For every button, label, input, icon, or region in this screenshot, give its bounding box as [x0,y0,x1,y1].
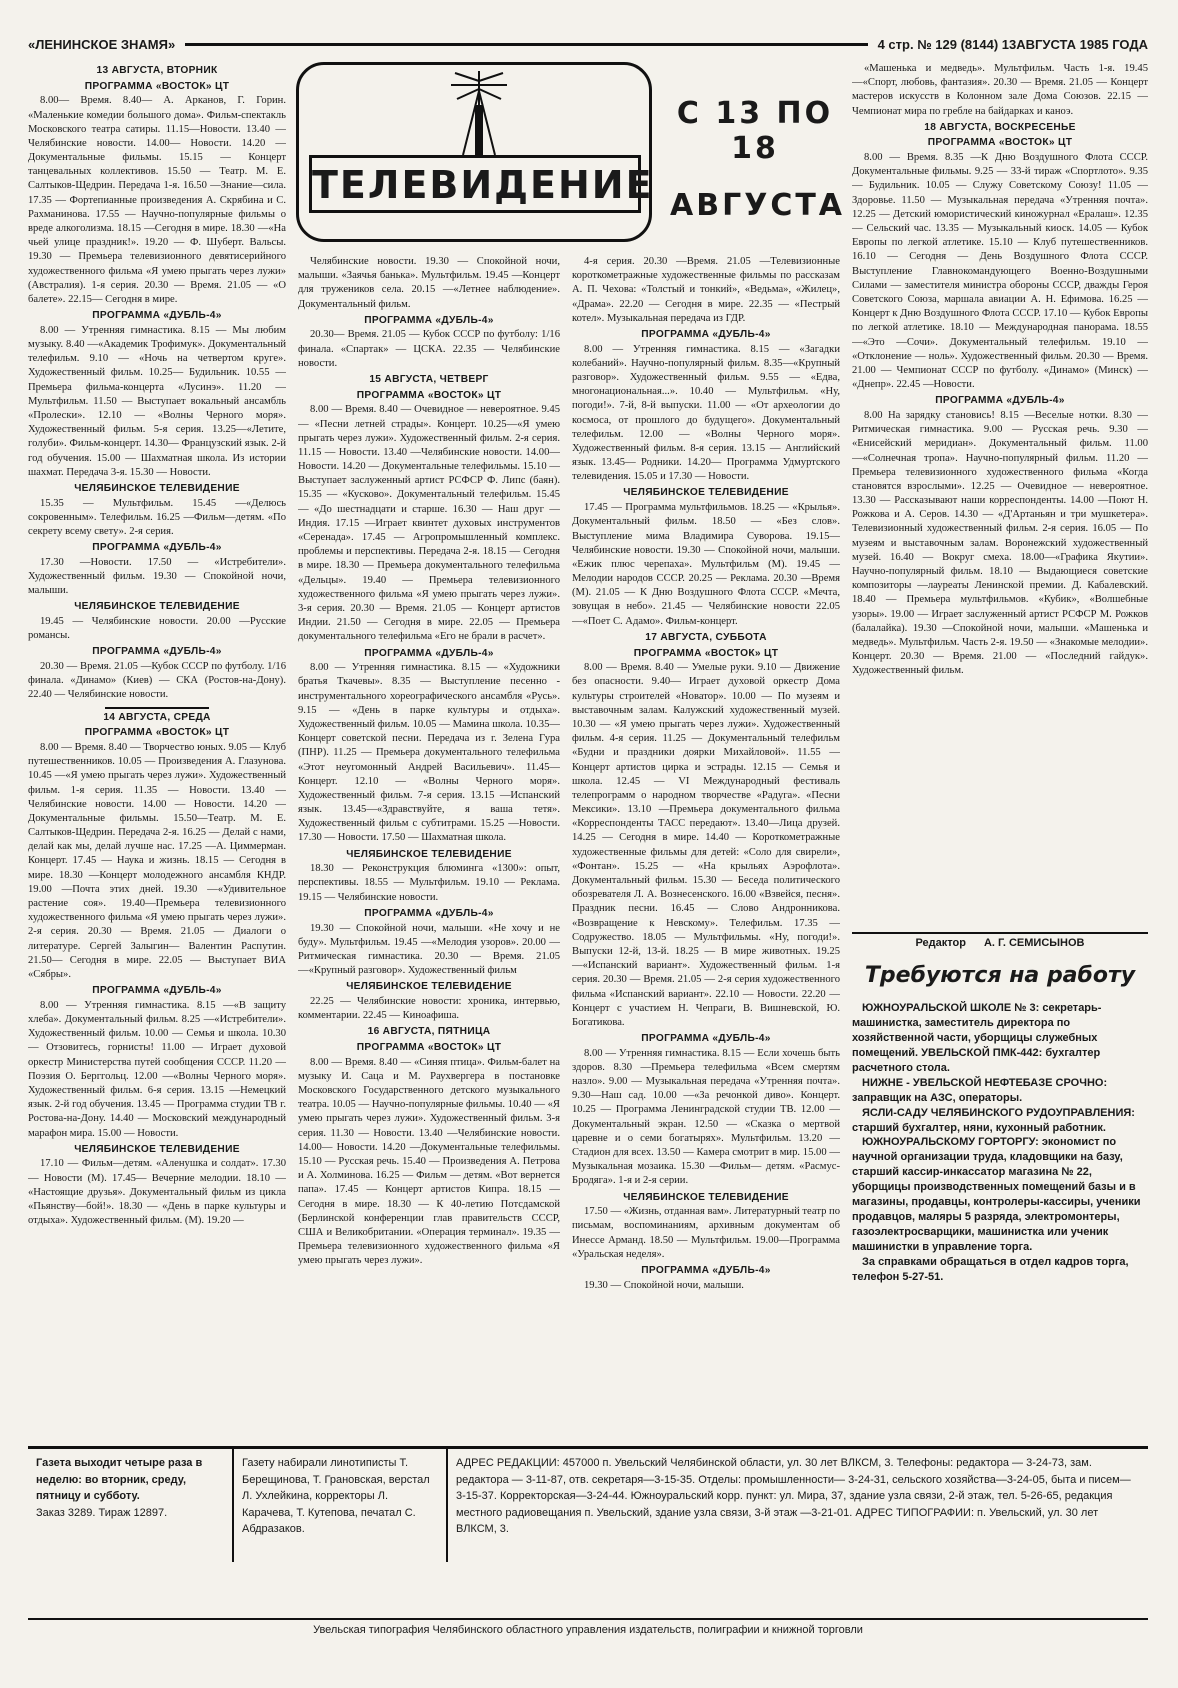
masthead-rule [185,43,867,46]
day-heading: 18 АВГУСТА, ВОСКРЕСЕНЬЕ [924,121,1076,133]
schedule-text: 17.30 —Новости. 17.50 — «Истребители». Художественный фильм. 19.30 — Спокойной ночи, малыши. [28,556,286,597]
schedule-text: 8.00 — Время. 8.40 — «Синяя птица». Фильм-балет на музыку И. Саца и М. Раухвергера в постановке Московского Государственного детского музыкального театра. 10.05 — Научно-популярные фильмы. 10.40 — «Я умею прыгать через лужи». Художественный фильм. 3-я серия. 11.30 — Новости. 13.40 —Челябинские новости. 14.00— Новости. 14.20 —Документальные телефильмы. 15.10 — Русская речь. 15.40 — Произведения А. Петрова и А. Холминова. 16.25 — Фильм — детям. «Вот вернется папа». 17.45 — Концерт артистов Кипра. 18.15 — Сегодня в мире. 18.30 — К 40-летию Потсдамской (Берлинской конференции глав правительств СССР, США и Великобритании. «Операция терминал». 19.35 — Премьера телевизионного художественного фильма «Я умею прыгать через лужи». [298,1056,560,1267]
channel-heading: ПРОГРАММА «ВОСТОК» ЦТ [927,137,1073,149]
channel-heading: ПРОГРАММА «ВОСТОК» ЦТ [84,727,230,739]
tv-banner [290,60,846,248]
channel-heading: ПРОГРАММА «ДУБЛЬ-4» [92,542,222,554]
day-heading: 14 АВГУСТА, СРЕДА [103,711,211,723]
channel-heading: ПРОГРАММА «ДУБЛЬ-4» [92,646,222,658]
day-heading: 15 АВГУСТА, ЧЕТВЕРГ [369,373,489,385]
channel-heading: ПРОГРАММА «ДУБЛЬ-4» [364,314,494,326]
editor-name: А. Г. СЕМИСЫНОВ [983,937,1085,949]
schedule-column-3 [572,255,840,1467]
channel-heading: ЧЕЛЯБИНСКОЕ ТЕЛЕВИДЕНИЕ [346,981,512,993]
channel-heading: ПРОГРАММА «ВОСТОК» ЦТ [356,1042,502,1053]
schedule-text: 17.10 — Фильм—детям. «Аленушка и солдат». 17.30 — Новости (М). 17.45— Вечерние мелодии. 18.10 — «Настоящие друзья». Документальный фильм из цикла «Пьянству—бой!». 18.30 — «День в парке культуры и отдыха». Художественный фильм. (М). 19.20 — [28,1158,286,1227]
schedule-text: 8.00 — Время. 8.40 — Творчество юных. 9.05 — Клуб путешественников. 10.05 — Произведения А. Глазунова. 10.45 —«Я умею прыгать через лужи». Художественный фильм. 1-я серия. 11.35 — Новости. 13.40 — Челябинские новости. 14.00 — Новости. 14.20 —Документальные фильмы. 15.50—Театр. М. Е. Салтыков-Щедрин. Передача 2-я. 16.25 — Делай с нами, делай как мы, делай лучше нас. 17.25 —А. Циммерман. Концерт. 17.45 — Наука и жизнь. 18.15 — Сегодня в мире. 18.30 —Концерт молодежного ансамбля КНДР. 19.00 —Почта этих дней. 19.30 —«Удивительное растение соя». 19.40—Премьера телевизионного художественного фильма «Я умею прыгать через лужи». 2-я серия. 20.30 — Время. 21.05 — Диалоги о литературе. Сергей Залыгин— Валентин Распутин. 21.50— Сегодня в мире. 22.05 — Выступает ВИА «Сябры». [28,741,286,980]
tv-title: ТЕЛЕВИДЕНИЕ [309,155,641,213]
imprint: Увельская типография Челябинского областного управления издательств, полиграфии и книжной торговли [28,1618,1148,1636]
channel-heading: ЧЕЛЯБИНСКОЕ ТЕЛЕВИДЕНИЕ [74,482,240,494]
schedule-text: 8.00 — Утренняя гимнастика. 8.15 — Если хочешь быть здоров. 8.30 —Премьера телефильма «Всем смертям назло». 9.00 — Музыкальная передача «Утренняя почта». 9.30—Наш сад. 10.00 —«За речонкой диво». Концерт. 10.25 — Программа Ленинградской студии ТВ. 12.00 — Документальный экран. 12.50 — «Сказка о мертвой царевне и о семи богатырях». Мультфильм. 13.20 — Стадион для всех. 13.50 — Камера смотрит в мир. 15.00 — Музыкальная мозаика. 15.30 —Фильм— детям. «Расмус-Бродяга». 1-я и 2-я серии. [572,1047,840,1187]
schedule-text: 17.50 — «Жизнь, отданная вам». Литературный театр по письмам, воспоминаниям, архивным документам об Инессе Арманд. 18.50 — Мультфильм. 19.00—Программа «Уральская неделя». [572,1206,840,1260]
schedule-text: «Машенька и медведь». Мультфильм. Часть 1-я. 19.45—«Спорт, любовь, фантазия». 20.30 — Время. 21.05 — Концерт мастеров искусств в Колонном зале Дома Союзов. 22.15 — Чемпионат мира по гребле на байдарках и каноэ. [852,63,1148,117]
dates-block [670,96,846,223]
channel-heading: ПРОГРАММА «ВОСТОК» ЦТ [633,647,779,659]
channel-heading: ПРОГРАММА «ВОСТОК» ЦТ [356,389,502,401]
footer-address: АДРЕС РЕДАКЦИИ: 457000 п. Увельский Челябинской области, ул. 30 лет ВЛКСМ, 3. Телефоны: редактора — 3-24-73, зам. редактора — 3-11-87, отв. секретаря—3-15-35. Отделы: промышленности— 3-24-31, сельского хозяйства—3-24-05, быта и писем—3-15-37. Корректорская—3-24-44. Южноуральский корр. пункт: ул. Мира, 37, здание узла связи, 2-й этаж, тел. 5-26-65, редакция местного радиовещания п. Увельский, здание узла связи, 3-й этаж —3-21-01. АДРЕС ТИПОГРАФИИ: п. Увельский, ул. 30 лет ВЛКСМ, 3. [456,1457,1131,1535]
footer-schedule-box [28,1449,234,1562]
paper-name: «ЛЕНИНСКОЕ ЗНАМЯ» [28,37,176,52]
schedule-column-2 [298,255,560,1467]
schedule-column-4 [852,62,1148,932]
schedule-text: Челябинские новости. 19.30 — Спокойной ночи, малыши. «Заячья банька». Мультфильм. 19.45 —Концерт для тружеников села. 20.15 —«Летнее наблюдение». Документальный фильм. [298,256,560,310]
editor-label: Редактор [915,937,966,949]
channel-heading: ЧЕЛЯБИНСКОЕ ТЕЛЕВИДЕНИЕ [346,848,512,860]
masthead [28,30,1148,52]
schedule-text: 19.30 — Спокойной ночи, малыши. [584,1279,744,1291]
schedule-text: 8.00— Время. 8.40— А. Арканов, Г. Горин. «Маленькие комедии большого дома». Фильм-спектакль Московского театра сатиры. 11.15—Новости. 13.40 — Челябинские новости. 14.00— Новости. 14.20 — Документальные фильмы. 15.15 — Концерт танцевальных коллективов. 15.50 — Театр. М. Е. Салтыков-Щедрин. Передача 1-я. 16.50 —Знание—сила. 17.35 — Фортепианные произведения А. Скрябина и С. Рахманинова. 17.55 — Научно-популярные фильмы о вреде алкоголизма. 18.15 —Сегодня в мире. 18.30 —«На чьей улице праздник!». 19.20 — Ф. Шуберт. Вальсы. 19.30 — Премьера телевизионного девятисерийного художественного фильма «Я умею прыгать через лужи» (Австралия). 1-я серия. 20.30 — Время. 21.05 — «О балете». 22.15— Сегодня в мире. [28,95,286,305]
channel-heading: ЧЕЛЯБИНСКОЕ ТЕЛЕВИДЕНИЕ [74,601,240,613]
schedule-text: 8.00 — Утренняя гимнастика. 8.15 — Мы любим музыку. 8.40 —«Академик Трофимук». Документальный телефильм. 9.10 — «Ночь на четвертом круге». Художественный фильм. 10.25— Будильник. 10.55 — Премьера фильма-концерта «Лусинэ». 11.20 —Мультфильм. 11.50 — Выступает вокальный ансамбль «Пролески». 12.10 — «Волны Черного моря». Художественный фильм. 5-я серия. 13.25—«Летите, голуби». Фильм-концерт. 14.30— Французский язык. 2-й год обучения. 15.00 — Шахматная школа. Из истории шахмат. Передача 3-я. 15.30 — Новости. [28,324,286,478]
section-divider [105,707,208,709]
issue-info: 4 стр. № 129 (8144) 13АВГУСТА 1985 ГОДА [877,37,1148,52]
jobs-item: ЮЖНОУРАЛЬСКОЙ ШКОЛЕ № 3: секретарь-машинистка, заместитель директора по хозяйственной части, уборщицы служебных помещений. УВЕЛЬСКОЙ ПМК-442: бухгалтер расчетного стола. [852,1001,1102,1074]
dates-month: АВГУСТА [670,188,846,223]
schedule-text: 8.00 — Время. 8.35 —К Дню Воздушного Флота СССР. Документальные фильмы. 9.25 — 33-й тираж «Спортлото». 9.35 — Будильник. 10.05 — Служу Советскому Союзу! 11.05 — Здоровье. 11.50 — Музыкальная передача «Утренняя почта». 12.25 — Детский юмористический киножурнал «Ералаш». 12.35 — Сельский час. 13.35 — Музыкальный киоск. 14.05 — Кубок Европы по легкой атлетике. 15.10 — Клуб путешественников. 16.10 — Сегодня — День Воздушного Флота СССР. Выступление Главнокомандующего Военно-Воздушными Силами — заместителя министра обороны СССР, дважды Героя Советского Союза, маршала авиации А. Н. Ефимова. 16.25 — Концерт к Дню Воздушного Флота СССР. 17.10 — Кубок Европы по легкой атлетике. 18.10 — Международная панорама. 18.55 —«Это —Сочи». Документальный телефильм. 19.10 — «Отклонение — ноль». Художественный фильм. 20.30 — Время. 21.00 — Чемпионат СССР по футболу. «Динамо» (Минск) — «Днепр». 22.45 —Новости. [852,152,1148,391]
schedule-text: 22.25 — Челябинские новости: хроника, интервью, комментарии. 22.45 — Киноафиша. [298,995,560,1022]
tv-tower-icon [449,71,509,155]
day-heading: 13 АВГУСТА, ВТОРНИК [96,65,218,76]
jobs-item: За справками обращаться в отдел кадров торга, телефон 5-27-51. [852,1256,1129,1284]
schedule-column-1 [28,62,286,1467]
newspaper-page [28,30,1148,1670]
channel-heading: ПРОГРАММА «ДУБЛЬ-4» [641,328,771,340]
channel-heading: ПРОГРАММА «ДУБЛЬ-4» [364,907,494,919]
footer-order: Заказ 3289. Тираж 12897. [36,1506,168,1519]
channel-heading: ЧЕЛЯБИНСКОЕ ТЕЛЕВИДЕНИЕ [623,1191,789,1203]
dates-range: С 13 ПО 18 [676,96,834,166]
schedule-text: 15.35 — Мультфильм. 15.45 —«Делюсь сокровенным». Телефильм. 16.25 —Фильм—детям. «По секрету всему свету». 2-я серия. [28,497,286,537]
schedule-text: 4-я серия. 20.30 —Время. 21.05 —Телевизионные короткометражные художественные фильмы по рассказам А. П. Чехова: «Толстый и тонкий», «Ведьма», «Жилец», «Драма». 22.20 — Сегодня в мире. 22.35 — «Пестрый котел». Музыкальная передача из ГДР. [572,256,840,324]
schedule-text: 18.30 — Реконструкция блюминга «1300»: опыт, перспективы. 18.55 — Мультфильм. 19.10 — Реклама. 19.15 — Челябинские новости. [298,863,560,903]
jobs-ad [852,955,1148,1467]
schedule-text: 19.30 — Спокойной ночи, малыши. «Не хочу и не буду». Мультфильм. 19.45 —«Мелодия узоров». 20.00 — Ритмическая гимнастика. 20.30 — Время. 21.05—«Крупный разговор». Художественный фильм [298,922,560,977]
footer-typesetters: Газету набирали линотиписты Т. Берещинова, Т. Грановская, верстал Л. Ухлейкина, корректоры Л. Карачева, Т. Кутепова, печатал С. Абдразаков. [234,1449,448,1562]
jobs-item: ЮЖНОУРАЛЬСКОМУ ГОРТОРГУ: экономист по научной организации труда, кладовщики на базу, старший кассир-инкассатор магазина № 22, уборщицы производственных помещений базы и в магазины, продавцы, контролеры-кассиры, ученики продавцов, маляры 5 разряда, электромонтеры, газоэлектросварщики, машинистка или ученик машинистки в управление торга. [852,1136,1141,1254]
schedule-text: 20.30— Время. 21.05 — Кубок СССР по футболу: 1/16 финала. «Спартак» — ЦСКА. 22.35 — Челябинские новости. [298,329,560,369]
jobs-item: НИЖНЕ - УВЕЛЬСКОЙ НЕФТЕБАЗЕ СРОЧНО: заправщик на АЗС, операторы. [852,1076,1108,1104]
jobs-item: ЯСЛИ-САДУ ЧЕЛЯБИНСКОГО РУДОУПРАВЛЕНИЯ: старший бухгалтер, няни, кухонный работник. [852,1106,1135,1134]
schedule-text: 17.45 — Программа мультфильмов. 18.25 — «Крылья». Документальный фильм. 18.50 — «Без слов». Выступление мима Владимира Суворова. 19.15— Челябинские новости. 19.30 — Спокойной ночи, малыши. «Ежик плюс черепаха». Мультфильм (М). 19.45 —Мелодии народов СССР. 20.25 — Реклама. 20.30 —Время (М). 21.05 — К Дню Воздушного Флота СССР. «Мечта, зовущая в небо». 21.45 — Челябинские новости 22.05—«Поет С. Адамо». Фильм-концерт. [572,502,840,627]
editor-line [852,932,1148,952]
tv-frame [296,62,652,242]
footer [28,1446,1148,1562]
channel-heading: ПРОГРАММА «ДУБЛЬ-4» [92,310,222,322]
channel-heading: ПРОГРАММА «ДУБЛЬ-4» [364,647,494,659]
footer-schedule: Газета выходит четыре раза в неделю: во вторник, среду, пятницу и субботу. [36,1457,203,1502]
schedule-text: 8.00 — Утренняя гимнастика. 8.15 — «Художники братья Ткачевы». 8.35 — Выступление песенно - инструментального хореографического ансамбля «Русь». 9.15 — «День в парке культуры и отдыха». Художественный фильм. 10.05 — Мамина школа. 10.35—Концерт советской песни. Передача из г. Зелена Гура (ПНР). 11.25 — Премьера документального телефильма «Этот неугомонный Андрей Васильевич». 11.45— Концерт. 12.10 — «Волны Черного моря». Художественный фильм. 7-я серия. 13.15 —Испанский язык. 13.45—«Здравствуйте, я ваша тетя». Художественный фильм с субтитрами. 15.25 —Новости. 17.30 — Новости. 17.50 — Шахматная школа. [298,662,560,844]
day-heading: 17 АВГУСТА, СУББОТА [645,631,767,643]
schedule-text: 8.00 — Утренняя гимнастика. 8.15 — «Загадки колебаний». Научно-популярный фильм. 8.35—«Крупный разговор». Художественный фильм. 9.55 — «Едва, многонациональная...». 10.40 — Мультфильм. «Ну, погоди!». 7-й, 8-й выпуски. 11.00 — «От археологии до космоса, от прошлого до будущего». Документальный телефильм. 12.00 — «Волны Черного моря». Художественный фильм. 8-я серия. 13.15 — Английский язык. 13.45— Родники. 14.20— Программа Удмуртского телевидения. 15.05 и 17.30 — Новости. [572,343,840,483]
schedule-text: 8.00 — Время. 8.40 — Умелые руки. 9.10 — Движение без опасности. 9.40— Играет духовой оркестр Дома культуры строителей «Новатор». 10.00 — По музеям и выставочным залам. Калужский художественный музей. 10.30 — «Я умею прыгать через лужи». Художественный фильм. 4-я серия. 11.25 — Документальный телефильм «Будни и праздники доярки Михайловой». 11.55 — Концерт артистов цирка и эстрады. 12.15 — Семья и школа. 12.45 — VI Международный фестиваль телепрограмм о народном творчестве «Радуга». «Песни Мексики». 13.10 —Премьера документального фильма «Корреспонденты ТАСС передают». 13.40—Лица друзей. 14.25 — Сегодня в мире. 14.40 — Короткометражные художественные фильмы для детей: «Соло для свирели», «Фонтан». 15.25 — «На крыльях Аэрофлота». Документальный фильм. 15.30 — Беседа политического обозревателя Л. А. Вознесенского. 16.00 «Взвейся, песня». Праздник песни. 16.45 — Слово Андронникова. «Возвращение к Невскому». Телефильм. 17.35 — Содружество. 18.05 — Мультфильмы. «Ну, погоди!». Выпуски 12-й, 13-й. 18.25 — В мире животных. 19.25 —«Испанский вариант». Художественный фильм. 1-я серия. 20.30 — Время. 21.05 — 2-я серия художественного фильма «Испанский вариант». 22.10 — Новости. 22.20 — Концерт с участием Н. Чепраги, В. Вишневской, Ю. Богатикова. [572,662,840,1028]
schedule-text: 19.45 — Челябинские новости. 20.00 —Русские романсы. [28,616,286,642]
schedule-text: 8.00 — Утренняя гимнастика. 8.15 —«В защиту хлеба». Документальный фильм. 8.25 —«Истребители». Художественный фильм. 10.00 — Семья и школа. 10.30 — Отзовитесь, горнисты! 11.00 — Играет духовой оркестр Министерства путей сообщения СССР. 11.20 — Поэзия О. Берггольц. 12.00 —«Волны Черного моря». Художественный фильм. 6-я серия. 13.15 —Немецкий язык. 2-й год обучения. 13.45 — Программа студии ТВ г. Ростова-на-Дону. 14.40 — Московский международный марафон мира. 15.00 — Новости. [28,999,286,1139]
jobs-title: Требуются на работу [864,963,1136,988]
channel-heading: ПРОГРАММА «ДУБЛЬ-4» [641,1265,771,1277]
channel-heading: ЧЕЛЯБИНСКОЕ ТЕЛЕВИДЕНИЕ [623,487,789,499]
channel-heading: ПРОГРАММА «ВОСТОК» ЦТ [84,80,230,92]
schedule-text: 8.00 — Время. 8.40 — Очевидное — невероятное. 9.45 — «Песни летней страды». Концерт. 10.25—«Я умею прыгать через лужи». Художественный фильм. 2-я серия. 11.15 — Новости. 13.40 —Челябинские новости. 14.00—Новости. 14.20 — Документальные телефильмы. 15.10 — Выступает заслуженный артист РСФСР Ф. Липс (баян). 15.35 — «Кусково». Документальный телефильм. 15.45 — «До шестнадцати и старше. 16.30 — Наш друг — Индия. 17.15 —Играет квинтет духовых инструментов «Серенада». 17.45 — Агропромышленный комплекс. проблемы и перспективы. Передача 2-я. 18.15 — Сегодня в мире. 18.30 — Премьера документального телефильма «Дельцы». 19.40 — Премьера телевизионного художественного фильма «Я умею прыгать через лужи». 3-я серия. 20.30 — Время. 21.05 — Концерт артистов Индии. 21.50 — Сегодня в мире. 22.05 — Премьера документального телефильма «Его не брали в расчет». [298,404,560,643]
schedule-text: 20.30 — Время. 21.05 —Кубок СССР по футболу. 1/16 финала. «Динамо» (Киев) — СКА (Ростов-на-Дону). 22.40 — Челябинские новости. [28,661,286,701]
channel-heading: ЧЕЛЯБИНСКОЕ ТЕЛЕВИДЕНИЕ [74,1143,240,1155]
channel-heading: ПРОГРАММА «ДУБЛЬ-4» [92,985,222,997]
channel-heading: ПРОГРАММА «ДУБЛЬ-4» [641,1033,771,1045]
channel-heading: ПРОГРАММА «ДУБЛЬ-4» [935,395,1065,407]
schedule-text: 8.00 На зарядку становись! 8.15 —Веселые нотки. 8.30 — Ритмическая гимнастика. 9.00 — Русская речь. 9.30 — «Енисейский меридиан». Документальный фильм. 11.00—«Солнечная тропа». Научно-популярный фильм. 11.20 — Премьера телевизионного художественного фильма «Когда становятся взрослыми». 12.25 — Очевидное — невероятное. 13.30 — Рассказывают наши корреспонденты. 14.00 —Поют Н. Рожкова и А. Серов. 14.30 — «Д'Артаньян и три мушкетера». Телевизионный художественный фильм. 2-я серия. 16.05 — По музеям и выставочным залам. Воронежский художественный музей. 16.40 — Вокруг смеха. 18.00—«Графика Якутии». Научно-популярный фильм. 18.10 — Выдающиеся советские композиторы —лауреаты Ленинской премии. Д. Кабалевский. 18.40 — Премьера мультфильмов. «Кубик», «Волшебные узоры». 19.00 — Играет заслуженный артист РСФСР М. Рожков (балалайка). 19.30 —Спокойной ночи, малыши. «Машенька и медведь». Мультфильм. Часть 2-я. 19.50 — «Знакомые мелодии». Концерт. 20.30 — Время. 21.00 — «Последний гайдук». Художественный фильм. [852,409,1148,677]
day-heading: 16 АВГУСТА, ПЯТНИЦА [367,1026,491,1038]
